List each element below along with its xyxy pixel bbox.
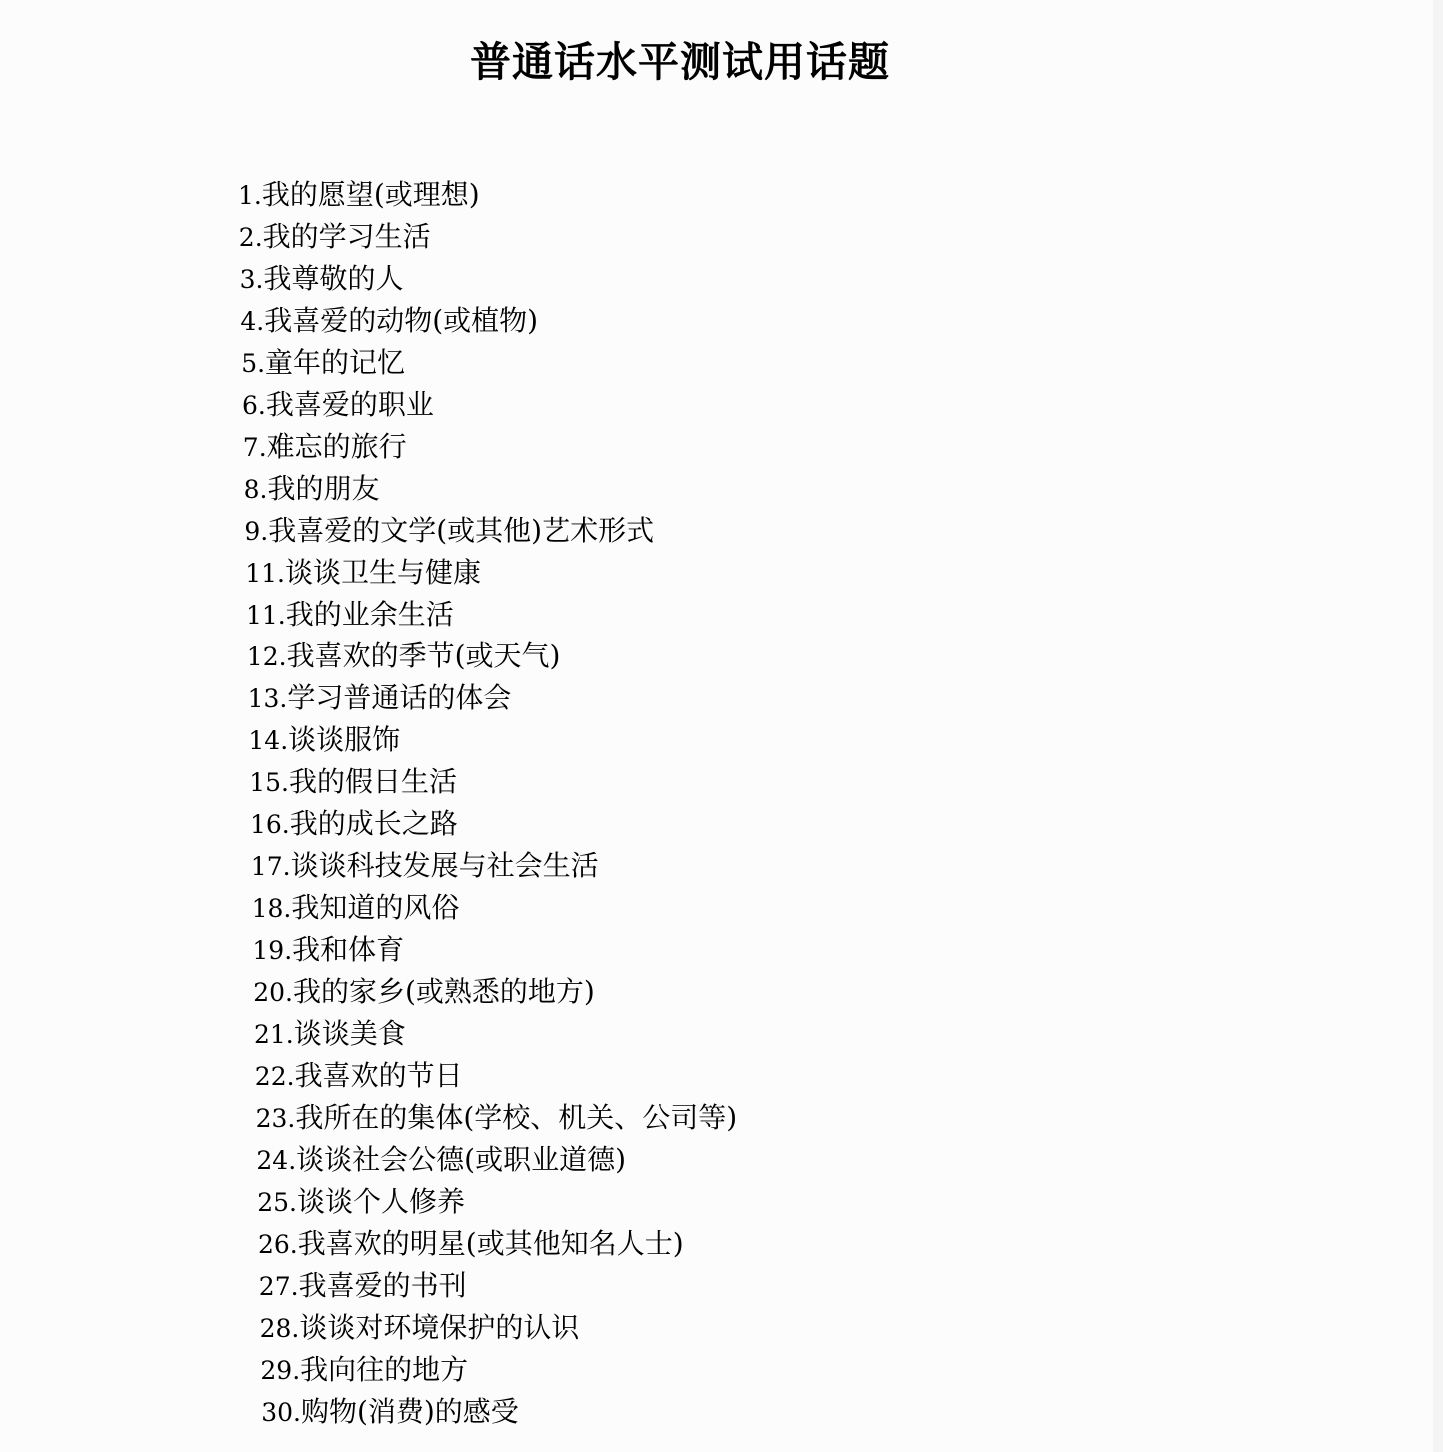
topic-number: 8. [243,474,268,504]
topic-text: 谈谈科技发展与社会生活 [290,849,599,883]
topic-number: 24. [256,1145,297,1175]
topic-item [256,1101,738,1136]
topic-number: 28. [259,1313,300,1343]
topic-number: 9. [244,516,269,546]
topic-item [240,262,404,297]
topic-item [258,1227,684,1262]
topic-text: 我喜欢的节日 [294,1058,463,1092]
topic-text: 我的成长之路 [289,807,458,841]
topic-number: 16. [250,810,290,840]
topic-number: 25. [257,1187,297,1217]
topic-item [246,598,454,633]
topic-text: 我喜欢的明星(或其他知名人士) [297,1226,684,1260]
topic-text: 我的愿望(或理想) [261,178,480,211]
topic-number: 1. [238,181,262,210]
topic-number: 26. [258,1229,298,1259]
topic-number: 20. [253,978,293,1008]
topic-text: 我向往的地方 [300,1352,469,1386]
topic-item [251,849,599,884]
topic-text: 我的假日生活 [288,765,457,799]
topic-number: 2. [238,222,263,252]
topic-number: 4. [240,306,265,336]
topic-item [245,556,481,591]
topic-item [244,472,380,507]
topic-number: 21. [254,1020,294,1049]
topic-item [252,891,460,926]
topic-item [243,430,407,465]
topic-item [261,1395,519,1430]
topic-item [239,220,431,255]
topic-text: 我尊敬的人 [263,261,404,295]
topic-item [238,178,480,213]
topic-item [260,1311,580,1346]
topic-number: 11. [245,558,285,588]
topic-item [260,1353,468,1388]
topic-item [259,1269,467,1304]
topic-text: 谈谈对环境保护的认识 [299,1310,580,1344]
topic-text: 我的学习生活 [262,219,431,253]
topic-item [249,765,457,800]
topic-item [252,933,404,968]
topic-text: 难忘的旅行 [266,429,407,463]
topic-text: 我喜爱的文学(或其他)艺术形式 [268,513,655,547]
topic-number: 19. [252,936,293,966]
topic-text: 我喜爱的职业 [265,387,434,421]
page-title: 普通话水平测试用话题 [470,38,890,86]
topic-item [248,723,400,758]
topic-number: 12. [246,642,287,672]
topic-text: 谈谈个人修养 [296,1184,465,1218]
topic-text: 我所在的集体(学校、机关、公司等) [295,1100,738,1134]
topic-text: 我知道的风俗 [291,891,460,925]
topic-number: 15. [249,768,289,798]
topic-item [240,304,538,339]
topic-text: 购物(消费)的感受 [300,1394,519,1428]
topic-number: 14. [248,726,289,756]
topic-item [254,1017,406,1052]
topic-number: 5. [241,348,266,378]
topic-item [255,1059,463,1094]
topic-number: 29. [260,1355,301,1385]
topic-number: 13. [247,684,288,714]
topic-text: 谈谈卫生与健康 [284,555,481,589]
topic-number: 30. [261,1397,301,1427]
topic-item [257,1185,465,1220]
topic-item [248,681,512,716]
topic-text: 谈谈服饰 [288,723,401,757]
topic-text: 童年的记忆 [265,345,406,379]
topic-item [256,1143,626,1178]
topic-item [242,388,434,423]
topic-text: 谈谈美食 [293,1017,406,1050]
topic-text: 我的业余生活 [285,597,454,631]
topic-number: 18. [251,894,292,924]
topic-number: 6. [242,390,266,420]
topic-number: 7. [242,432,267,462]
topic-number: 27. [258,1271,299,1301]
topic-number: 17. [250,852,291,882]
topic-text: 谈谈社会公德(或职业道德) [296,1142,627,1176]
topic-item [241,346,405,381]
topic-text: 我的朋友 [267,471,380,505]
topic-text: 我的家乡(或熟悉的地方) [292,975,595,1009]
topic-number: 22. [254,1061,295,1091]
topic-item [247,639,561,674]
topic-item [253,975,595,1010]
topic-text: 我喜爱的动物(或植物) [264,303,539,337]
topic-number: 3. [239,264,264,294]
topic-text: 我喜欢的季节(或天气) [286,639,561,673]
topic-number: 11. [246,600,286,630]
topic-item [244,514,654,549]
topic-text: 学习普通话的体会 [287,681,512,715]
topic-item [250,807,458,842]
topic-text: 我喜爱的书刊 [298,1268,467,1302]
page-edge [1433,0,1443,1452]
topic-text: 我和体育 [292,933,405,967]
topic-number: 23. [255,1103,296,1133]
